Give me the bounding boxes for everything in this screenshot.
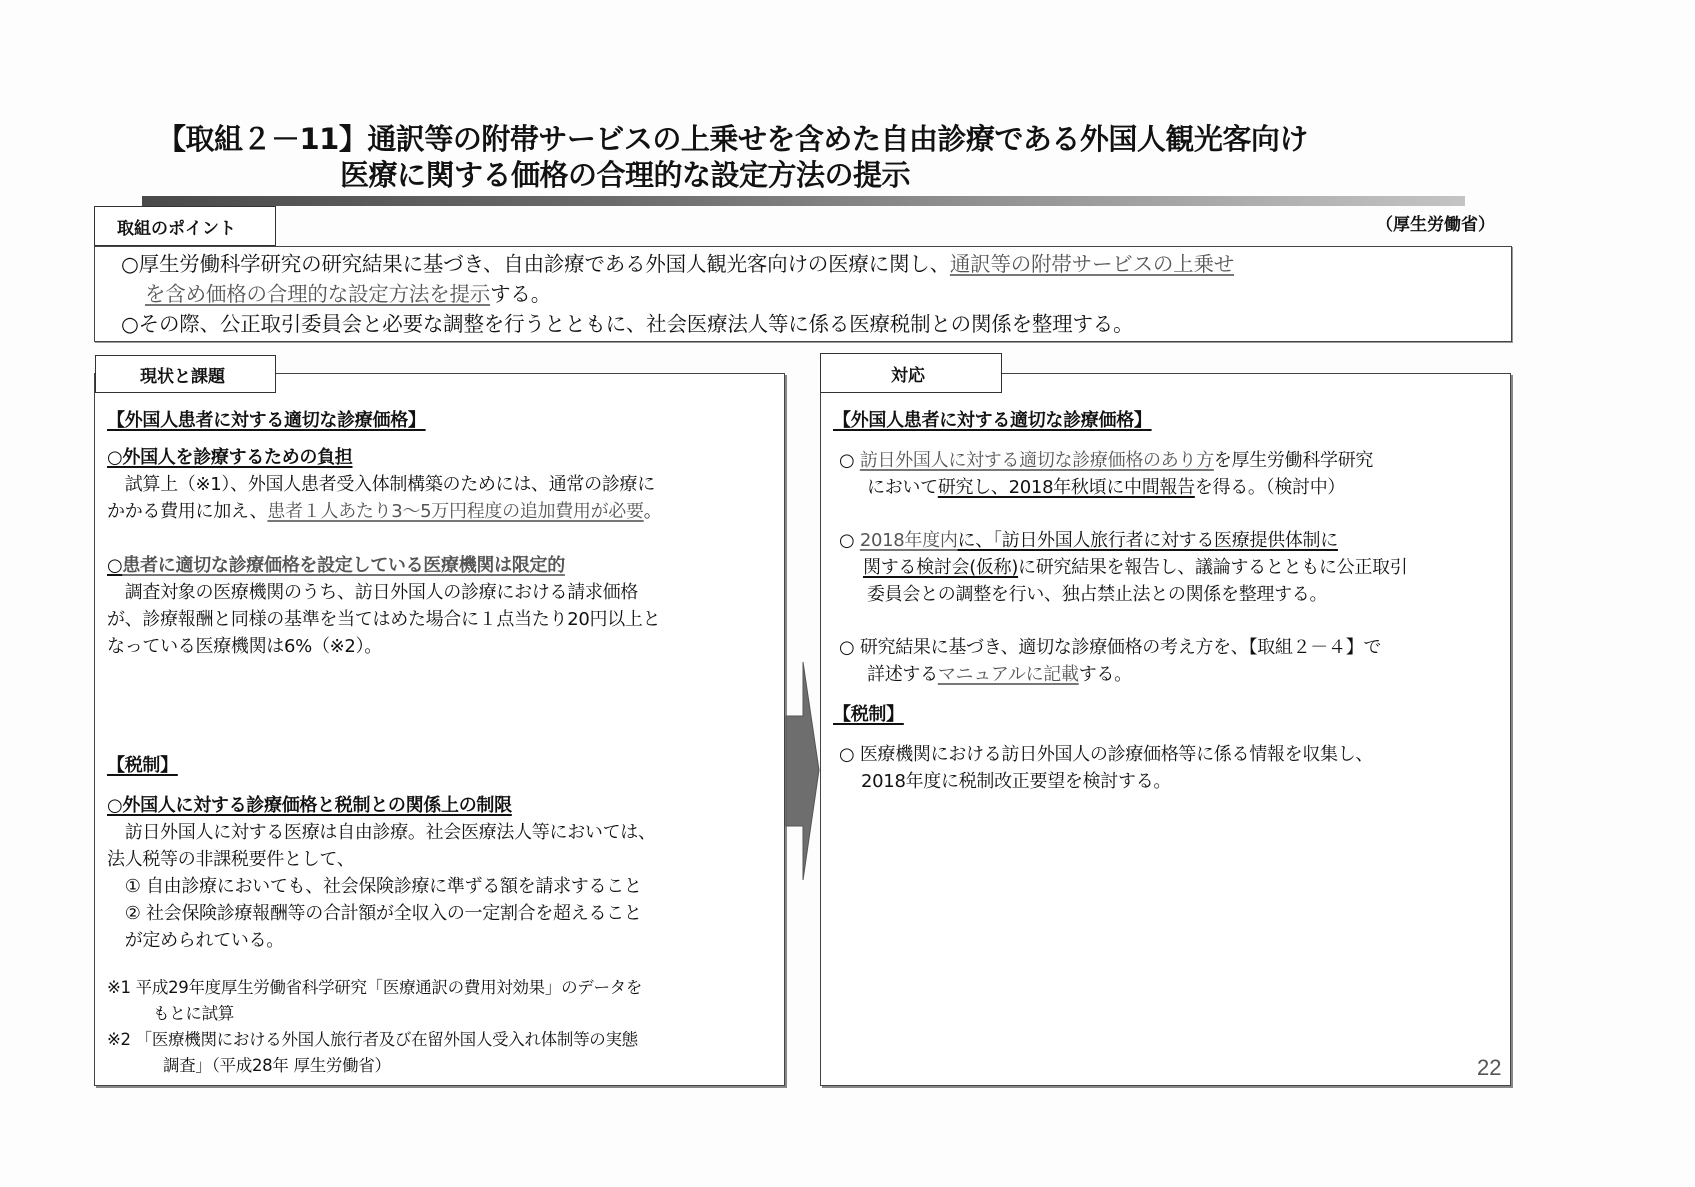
bullet-icon: ○ (839, 637, 855, 658)
response-text: を得る。（検討中） (1194, 477, 1346, 498)
bullet-4-line-1 (839, 741, 1373, 768)
points-box (94, 246, 1512, 342)
slide-title-line2: 医療に関する価格の合理的な設定方法の提示 (340, 158, 911, 192)
bullet-3-line-2 (867, 661, 1132, 688)
response-label-text: 対応 (891, 365, 925, 386)
section-heading: 【外国人患者に対する適切な診療価格】 (107, 410, 426, 431)
bullet-3-line-1 (839, 634, 1381, 661)
section-heading: 【税制】 (833, 704, 904, 725)
response-text: において (867, 477, 938, 498)
ministry-label: （厚生労働省） (1376, 215, 1495, 235)
points-text: ○厚生労働科学研究の研究結果に基づき、自由診療である外国人観光客向けの医療に関し、 (121, 252, 950, 276)
response-text: に研究結果を報告し、議論するとともに公正取引 (1018, 557, 1408, 578)
item-text: 試算上（※1）、外国人患者受入体制構築のためには、通常の診療に (107, 474, 655, 495)
item-text-part: かかる費用に加え、 (107, 501, 268, 522)
current-issues-panel (94, 373, 785, 1086)
right-arrow-icon (784, 660, 822, 884)
title-underline-bar (142, 196, 1465, 206)
item-text: ① 自由診療においても、社会保険診療に準ずる額を請求すること (107, 876, 642, 897)
item-heading (107, 552, 565, 579)
bullet-icon: ○ (839, 530, 855, 551)
item-text: 調査対象の医療機関のうち、訪日外国人の診療における請求価格 (107, 582, 638, 603)
item-text: 訪日外国人に対する医療は自由診療。社会医療法人等においては、 (107, 822, 656, 843)
section-heading: 【税制】 (107, 755, 178, 776)
item-text: なっている医療機関は6%（※2）。 (107, 636, 382, 657)
item-text: ② 社会保険診療報酬等の合計額が全収入の一定割合を超えること (107, 903, 642, 924)
footnote-1-cont: もとに試算 (153, 1004, 235, 1023)
response-panel (820, 373, 1511, 1086)
page-number: 22 (1477, 1055, 1502, 1080)
points-line-2 (145, 279, 551, 309)
response-underline: に、「訪日外国人旅行者に対する医療提供体制に (957, 530, 1338, 551)
bullet-icon: ○ (839, 450, 855, 471)
bullet-1-line-2 (867, 474, 1345, 501)
item-text-part: 。 (643, 501, 662, 522)
points-highlight: を含め価格の合理的な設定方法を提示 (145, 282, 491, 306)
response-text: 詳述する (867, 664, 938, 685)
item-highlight: 患者１人あたり3～5万円程度の追加費用が必要 (267, 501, 644, 522)
bullet-icon: ○ (839, 744, 855, 765)
bullet-2-line-2 (863, 554, 1407, 581)
response-underline: 関する検討会(仮称) (863, 557, 1019, 578)
bullet-4-line-2: 2018年度に税制改正要望を検討する。 (861, 771, 1172, 792)
response-highlight: 訪日外国人に対する適切な診療価格のあり方 (859, 450, 1214, 471)
points-highlight: 通訳等の附帯サービスの上乗せ (949, 252, 1235, 276)
item-text: が定められている。 (107, 930, 284, 951)
bullet-2-line-1 (839, 527, 1338, 554)
item-heading: ○外国人を診療するための負担 (107, 447, 353, 468)
item-highlight: 患者に適切な診療価格を設定している医療機関は限定的 (122, 555, 565, 576)
response-highlight: 2018年度内 (859, 530, 958, 551)
section-heading: 【外国人患者に対する適切な診療価格】 (833, 410, 1152, 431)
footnote-2-cont: 調査」（平成28年 厚生労働省） (163, 1056, 391, 1075)
points-label-text: 取組のポイント (117, 218, 236, 239)
response-underline: 研究し、2018年秋頃に中間報告 (937, 477, 1195, 498)
footnote-1: ※1 平成29年度厚生労働省科学研究「医療通訳の費用対効果」のデータを (107, 978, 643, 997)
response-highlight: マニュアルに記載 (937, 664, 1079, 685)
points-label (94, 206, 276, 246)
current-issues-label (95, 355, 276, 393)
response-text: 研究結果に基づき、適切な診療価格の考え方を、【取組２－４】で (859, 637, 1382, 658)
response-text: 医療機関における訪日外国人の診療価格等に係る情報を収集し、 (859, 744, 1374, 765)
points-text: する。 (490, 282, 552, 306)
response-label (820, 353, 1002, 393)
current-issues-label-text: 現状と課題 (140, 366, 225, 387)
item-heading-prefix: ○ (107, 555, 123, 576)
item-text (107, 498, 661, 525)
item-heading: ○外国人に対する診療価格と税制との関係上の制限 (107, 795, 512, 816)
points-line-1 (121, 249, 1234, 279)
footnote-2: ※2 「医療機関における外国人旅行者及び在留外国人受入れ体制等の実態 (107, 1030, 638, 1049)
slide-title-line1: 【取組２－11】通訳等の附帯サービスの上乗せを含めた自由診療である外国人観光客向け (157, 122, 1308, 156)
bullet-1-line-1 (839, 447, 1373, 474)
response-text: を厚生労働科学研究 (1213, 450, 1374, 471)
bullet-2-line-3: 委員会との調整を行い、独占禁止法との関係を整理する。 (867, 584, 1328, 605)
response-text: する。 (1078, 664, 1132, 685)
points-line-3: ○その際、公正取引委員会と必要な調整を行うとともに、社会医療法人等に係る医療税制との関係を整理する。 (121, 312, 1134, 336)
item-text: が、診療報酬と同様の基準を当てはめた場合に１点当たり20円以上と (107, 609, 661, 630)
item-text: 法人税等の非課税要件として、 (107, 849, 355, 870)
